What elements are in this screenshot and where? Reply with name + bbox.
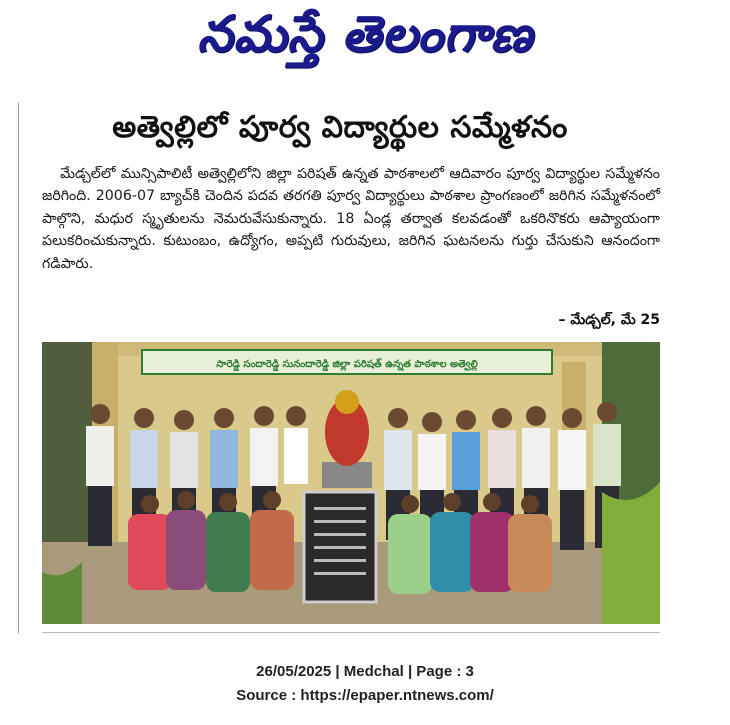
article-body	[42, 163, 660, 275]
newspaper-title: నమస్తే తెలంగాణ	[197, 4, 533, 63]
group-photo	[42, 342, 660, 624]
masthead	[0, 0, 730, 80]
clip-bottom-border	[42, 632, 660, 633]
footer-source-line: Source : https://epaper.ntnews.com/	[236, 687, 494, 704]
footer	[0, 660, 730, 708]
article-dateline: – మేడ్చల్, మే 25	[558, 312, 660, 328]
article-headline: అత్వెల్లిలో పూర్వ విద్యార్థుల సమ్మేళనం	[112, 110, 568, 145]
footer-date-line: 26/05/2025 | Medchal | Page : 3	[256, 663, 474, 680]
article-paragraph: మేడ్చల్‌లో మున్సిపాలిటీ అత్వెల్లిలోని జిల్లా పరిషత్ ఉన్నత పాఠశాలలో ఆదివారం పూర్వ విద్యార్థుల సమ్మేళనం జరిగింది. 2006-07 బ్యాచ్‌కి చెందిన పదవ తరగతి పూర్వ విద్యార్థులు పాఠశాల ప్రాంగణంలో జరిగిన సమ్మేళనంలో పాల్గొని, మధుర స్మృతులను నెమరువేసుకున్నారు. 18 ఏండ్ల తర్వాత కలవడంతో ఒకరినొకరు ఆప్యాయంగా పలుకరించుకున్నారు. కుటుంబం, ఉద్యోగం, అప్పటి గురువులు, జరిగిన ఘటనలను గుర్తు చేసుకుని ఆనందంగా గడిపారు.	[42, 166, 660, 272]
clip-left-border	[18, 103, 19, 633]
group-photo-illustration	[42, 342, 660, 624]
school-banner-text: సారెడ్డి సందారెడ్డి సునందారెడ్డి జిల్లా పరిషత్ ఉన్నత పాఠశాల అత్వెల్లి	[216, 359, 478, 370]
